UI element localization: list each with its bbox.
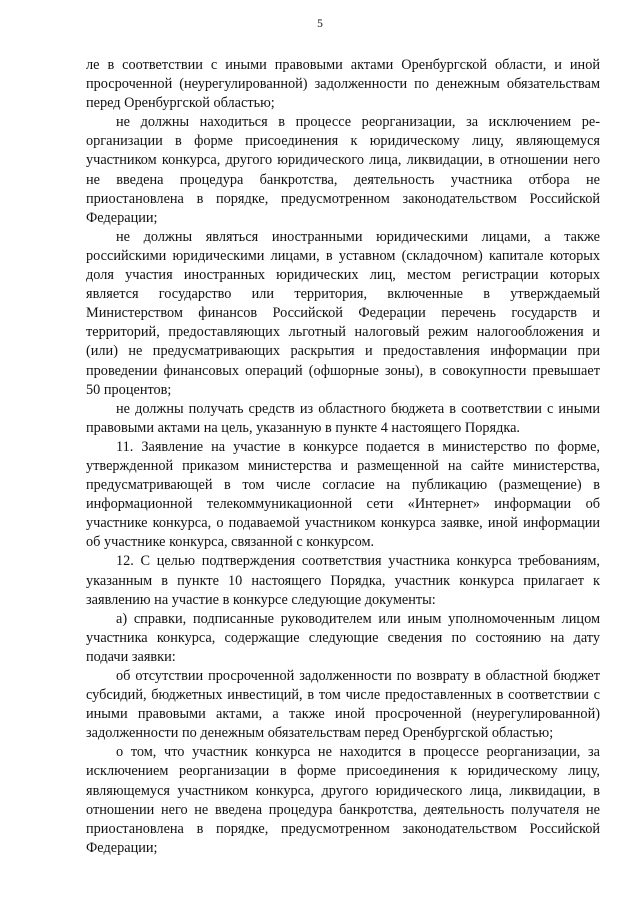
paragraph-no-foreign-entities: не должны являться иностранными юридическими лицами, а также российскими юридическими лицами, в уставном (складочном) капитале которых доля участия иностранных юридических лиц, местом регистрации которых является государство или территория, включенные в утверждаемый Министерством финансов Российской Федерации перечень государств и территорий, предоставляющих льготный налоговый режим налогообложения и (или) не предусматривающих раскрытия и предоставления информации при проведении финансовых операций (офшорные зоны), в совокупности превышает 50 процентов; <box>86 228 600 398</box>
paragraph-no-other-funds: не должны получать средств из областного бюджета в соответствии с иными правовыми актами на цель, указанную в пункте 4 настоящего Порядка. <box>86 400 600 436</box>
paragraph-item-11: 11. Заявление на участие в конкурсе подается в министерство по форме, утвержденной приказом министерства и размещенной на сайте министерства, предусматривающей в том числе согласие на публикацию (размещение) в информационной телекоммуникационной сети «Интернет» информации об участнике конкурса, о подаваемой участником конкурса заявке, иной информации об участнике конкурса, связанной с конкурсом. <box>86 438 600 551</box>
paragraph-not-in-reorganization: о том, что участник конкурса не находится в процессе реорганизации, за исключением реорганизации в форме присоединения к юридическому лицу, являющемуся участником конкурса, другого юридического лица, ликвидации, в отношении него не введена процедура банкротства, деятельность получателя не приостановлена в порядке, предусмотренном законодательством Российской Федерации; <box>86 744 600 856</box>
document-body <box>86 56 600 858</box>
paragraph-no-reorganization: не должны находиться в процессе реорганизации, за исключением реорганизации в форме присоединения к юридическому лицу, являющемуся участником конкурса, другого юридического лица, ликвидации, в отношении него не введена процедура банкротства, деятельность участника отбора не приостановлена в порядке, предусмотренном законодательством Российской Федерации; <box>86 114 600 226</box>
paragraph-continuation: ле в соответствии с иными правовыми актами Оренбургской области, и иной просроченной (неурегулированной) задолженности по денежным обязательствам перед Оренбургской областью; <box>86 57 600 112</box>
paragraph-item-12: 12. С целью подтверждения соответствия участника конкурса требованиям, указанным в пункте 10 настоящего Порядка, участник конкурса прилагает к заявлению на участие в конкурсе следующие документы: <box>86 553 600 608</box>
page-number: 5 <box>317 18 323 30</box>
paragraph-no-overdue-debt: об отсутствии просроченной задолженности по возврату в областной бюджет субсидий, бюджетных инвестиций, в том числе предоставленных в соответствии с иными правовыми актами, а также иной просроченной (неурегулированной) задолженности по денежным обязательствам перед Оренбургской областью; <box>86 668 600 742</box>
paragraph-subitem-a: а) справки, подписанные руководителем или иным уполномоченным лицом участника конкурса, содержащие следующие сведения по состоянию на дату подачи заявки: <box>86 610 600 665</box>
